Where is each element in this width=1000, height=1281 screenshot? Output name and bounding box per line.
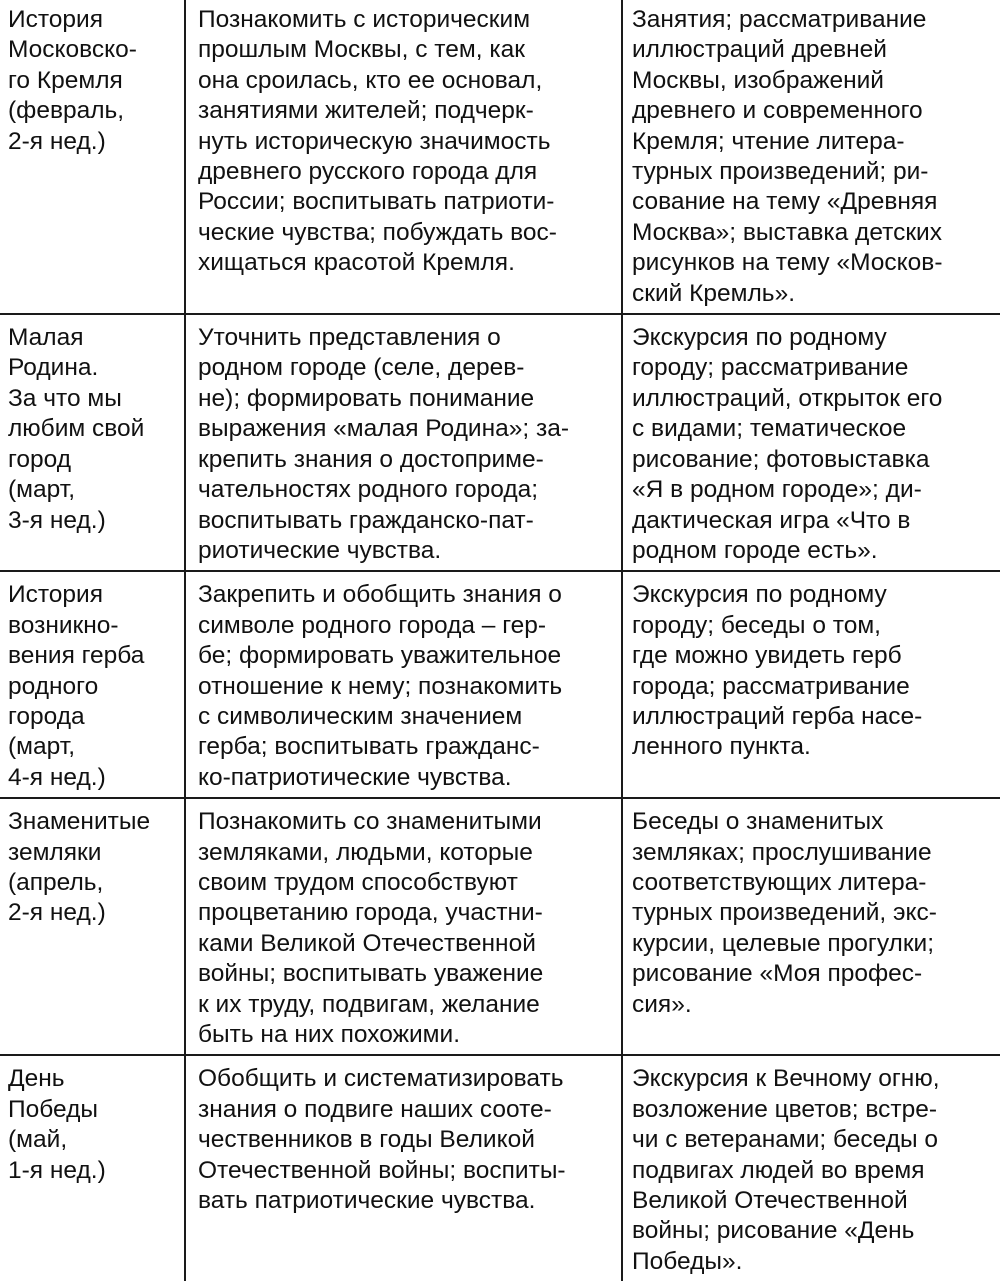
table-row [0, 0, 1000, 314]
activities-cell: Беседы о знаменитых земляках; прослушивание соответствующих литера- турных произведений, экс- курсии, целевые прогулки; рисование «Моя профес- сия». [622, 798, 1000, 1055]
activities-cell: Экскурсия по родному городу; рассматривание иллюстраций, открыток его с видами; тематическое рисование; фотовыставка «Я в родном городе»; ди- дактическая игра «Что в родном городе есть». [622, 314, 1000, 571]
goals-cell: Познакомить со знаменитыми земляками, людьми, которые своим трудом способствуют процветанию города, участни- ками Великой Отечественной войны; воспитывать уважение к их труду, подвигам, желание быть на них похожими. [185, 798, 622, 1055]
activities-cell: Экскурсия к Вечному огню, возложение цветов; встре- чи с ветеранами; беседы о подвигах людей во время Великой Отечественной войны; рисование «День Победы». [622, 1055, 1000, 1281]
table-row [0, 314, 1000, 571]
goals-cell: Обобщить и систематизировать знания о подвиге наших сооте- чественников в годы Великой Отечественной войны; воспиты- вать патриотические чувства. [185, 1055, 622, 1281]
activities-cell: Экскурсия по родному городу; беседы о том, где можно увидеть герб города; рассматривание иллюстраций герба насе- ленного пункта. [622, 571, 1000, 798]
topic-cell: Малая Родина. За что мы любим свой город (март, 3-я нед.) [0, 314, 185, 571]
goals-cell: Закрепить и обобщить знания о символе родного города – гер- бе; формировать уважительное отношение к нему; познакомить с символическим значением герба; воспитывать гражданс- ко-патриотические чувства. [185, 571, 622, 798]
topic-cell: День Победы (май, 1-я нед.) [0, 1055, 185, 1281]
topic-cell: История Московско- го Кремля (февраль, 2-я нед.) [0, 0, 185, 314]
activities-cell: Занятия; рассматривание иллюстраций древней Москвы, изображений древнего и современного Кремля; чтение литера- турных произведений; ри- сование на тему «Древняя Москва»; выставка детских рисунков на тему «Москов- ский Кремль». [622, 0, 1000, 314]
goals-cell: Познакомить с историческим прошлым Москвы, с тем, как она сроилась, кто ее основал, занятиями жителей; подчерк- нуть историческую значимость древнего русского города для России; воспитывать патриоти- ческие чувства; побуждать вос- хищаться красотой Кремля. [185, 0, 622, 314]
goals-cell: Уточнить представления о родном городе (селе, дерев- не); формировать понимание выражения «малая Родина»; за- крепить знания о достоприме- чательностях родного города; воспитывать гражданско-пат- риотические чувства. [185, 314, 622, 571]
table-row [0, 798, 1000, 1055]
topic-cell: Знаменитые земляки (апрель, 2-я нед.) [0, 798, 185, 1055]
topic-cell: История возникно- вения герба родного города (март, 4-я нед.) [0, 571, 185, 798]
table-row [0, 1055, 1000, 1281]
table-row [0, 571, 1000, 798]
